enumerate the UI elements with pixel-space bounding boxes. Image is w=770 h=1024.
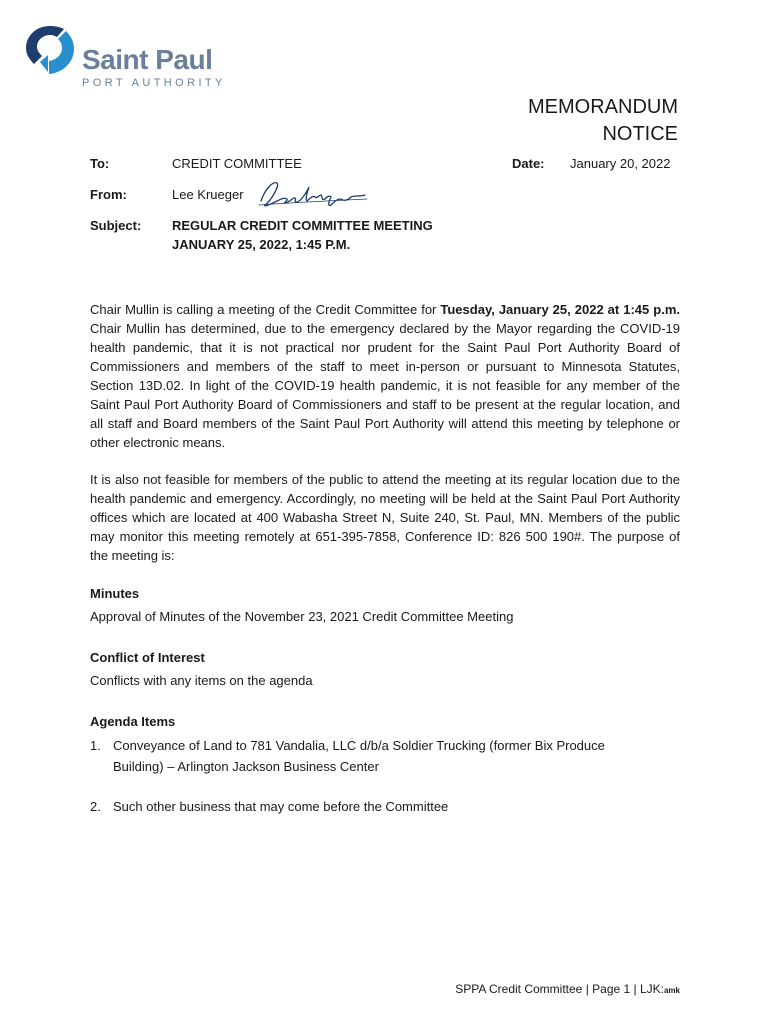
memo-title-line2: NOTICE bbox=[602, 123, 678, 145]
saint-paul-port-authority-logo bbox=[22, 22, 232, 92]
meeting-datetime: Tuesday, January 25, 2022 at 1:45 p.m. bbox=[440, 302, 680, 317]
body-paragraph-1-rest: Chair Mullin has determined, due to the emergency declared by the Mayor regarding the COVID-19 health pandemic, that it is not practical nor prudent for the Saint Paul Port Authority Board of Commissioners and members of the staff to meet in-person or pursuant to Minnesota Statutes, Section 13D.02. In light of the COVID-19 health pandemic, it is not feasible for any member of the Saint Paul Port Authority Board of Commissioners and staff to be present at the regular location, and all staff and Board members of the Saint Paul Port Authority will attend this meeting by telephone or other electronic means. bbox=[90, 321, 680, 450]
agenda-item bbox=[90, 796, 650, 817]
agenda-item bbox=[90, 735, 650, 777]
page-footer bbox=[455, 982, 680, 996]
agenda-heading: Agenda Items bbox=[90, 714, 176, 729]
agenda-item-number: 2. bbox=[90, 799, 101, 814]
subject-label: Subject: bbox=[90, 218, 142, 233]
body-paragraph-1-start: Chair Mullin is calling a meeting of the Credit Committee for bbox=[90, 302, 441, 317]
date-label: Date: bbox=[512, 156, 545, 171]
footer-initials: amk bbox=[663, 986, 680, 995]
logo-name: Saint Paul bbox=[82, 44, 213, 75]
conflict-heading: Conflict of Interest bbox=[90, 650, 205, 665]
to-label: To: bbox=[90, 156, 110, 171]
body-paragraph-1 bbox=[90, 300, 680, 452]
port-authority-logo-icon bbox=[22, 22, 78, 78]
subject-line2: JANUARY 25, 2022, 1:45 P.M. bbox=[172, 237, 351, 252]
minutes-text: Approval of Minutes of the November 23, 2021 Credit Committee Meeting bbox=[90, 609, 514, 624]
memo-title bbox=[528, 94, 678, 148]
body-paragraph-2: It is also not feasible for members of the public to attend the meeting at its regular location due to the health pandemic and emergency. Accordingly, no meeting will be held at the Saint Paul Port Authority offices which are located at 400 Wabasha Street N, Suite 240, St. Paul, MN. Members of the public may monitor this meeting remotely at 651-395-7858, Conference ID: 826 500 190#. The purpose of the meeting is: bbox=[90, 472, 680, 563]
footer-text: SPPA Credit Committee | Page 1 | LJK: bbox=[455, 982, 664, 996]
subject-line1: REGULAR CREDIT COMMITTEE MEETING bbox=[172, 218, 433, 233]
agenda-item-number: 1. bbox=[90, 738, 101, 753]
handwritten-signature bbox=[255, 175, 370, 213]
from-label: From: bbox=[90, 187, 127, 202]
conflict-text: Conflicts with any items on the agenda bbox=[90, 673, 313, 688]
logo-subtitle: PORT AUTHORITY bbox=[82, 77, 226, 89]
to-value: CREDIT COMMITTEE bbox=[172, 156, 302, 171]
agenda-item-text: Conveyance of Land to 781 Vandalia, LLC d/b/a Soldier Trucking (former Bix Produce Building) – Arlington Jackson Business Center bbox=[113, 738, 605, 774]
minutes-heading: Minutes bbox=[90, 586, 140, 601]
agenda-item-text: Such other business that may come before the Committee bbox=[113, 799, 449, 814]
memo-title-line1: MEMORANDUM bbox=[528, 96, 678, 118]
from-value: Lee Krueger bbox=[172, 187, 244, 202]
date-value: January 20, 2022 bbox=[570, 156, 671, 171]
